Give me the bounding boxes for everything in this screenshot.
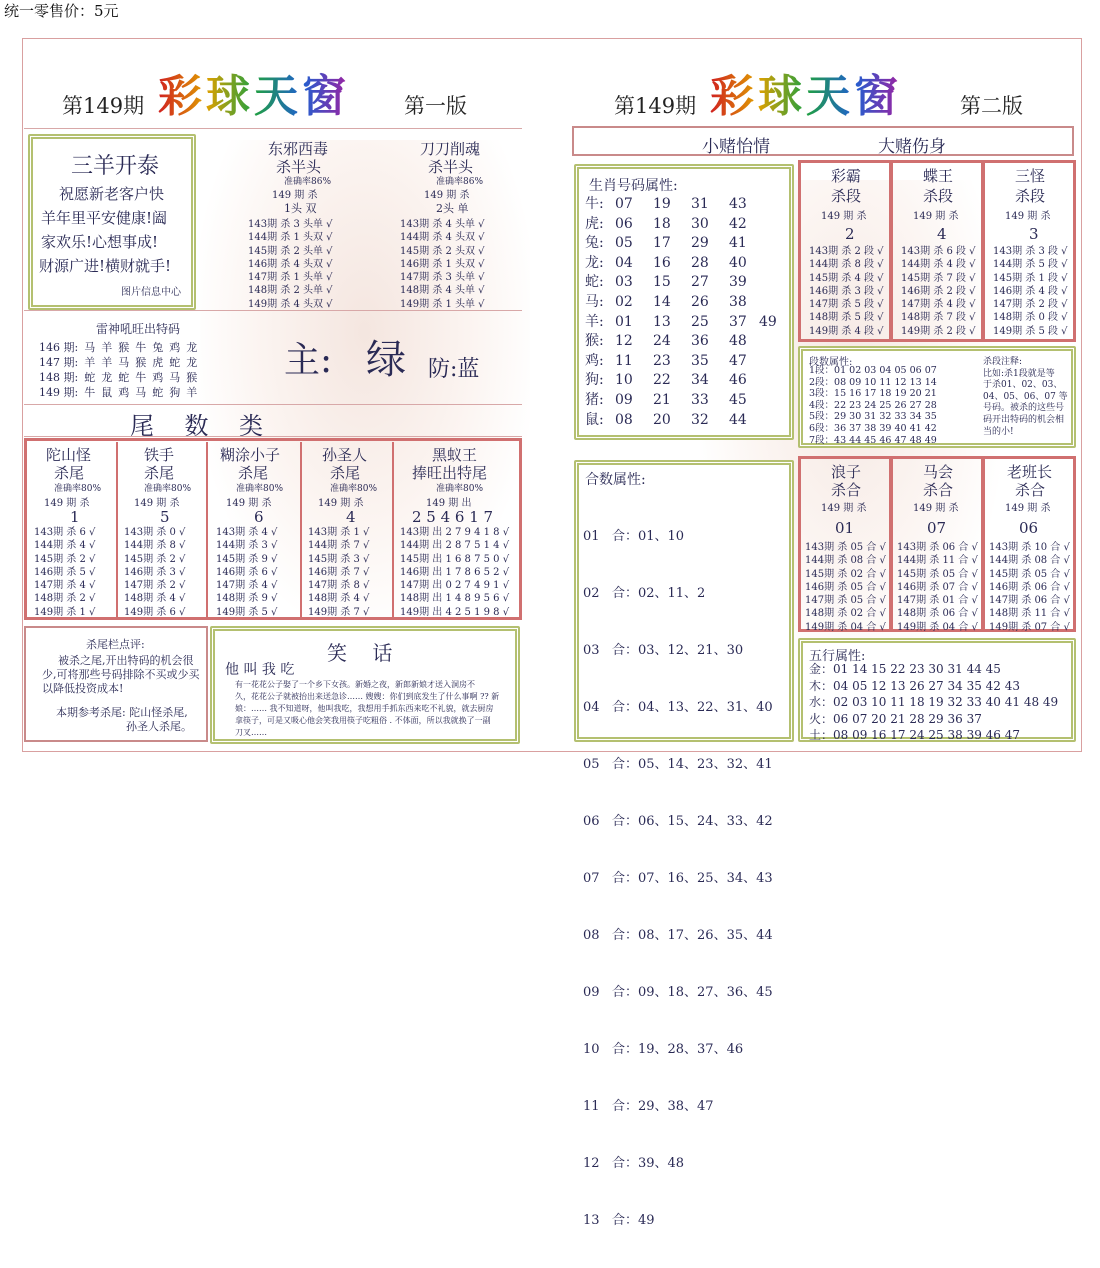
record: 147期 出 0 2 7 4 9 1 √ [400,580,510,592]
tail-cur: 149 期 杀 [226,498,272,509]
record: 148期 杀 11 合 √ [989,608,1070,620]
segment-row: 6段：36 37 38 39 40 41 42 [809,422,937,434]
heiwang-name: 黑蚁王 [432,446,478,464]
record: 149期 杀 2 段 √ [901,325,976,337]
heshu-row: 08 合：08、17、26、35、44 [583,928,773,943]
banner [572,126,1074,156]
dxxd-acc: 准确率86% [284,177,332,187]
ks-type: 杀段 [831,187,862,205]
kill-he-box [798,456,892,632]
zodiac-row: 猴: 12 24 36 48 [585,333,747,350]
ddxh-name: 刀刀削魂 [420,140,481,158]
leishen-row: 146 期: 马 羊 猴 牛 兔 鸡 龙 [39,341,198,354]
tail-type: 杀尾 [54,464,85,482]
tail-records [34,526,95,619]
record: 144期 杀 4 段 √ [901,259,976,271]
zodiac-row: 兔: 05 17 29 41 [585,235,747,252]
ks-records [809,245,884,338]
record: 149期 杀 5 段 √ [993,325,1068,337]
dxxd-records [248,218,333,311]
record: 143期 出 2 7 9 4 1 8 √ [400,527,510,538]
main-color-value: 绿 [366,337,406,383]
record: 149期 杀 04 合 √ [805,621,886,633]
kh-name: 浪子 [831,463,862,481]
wuxing-row: 土：08 09 16 17 24 25 38 39 46 47 [809,728,1021,742]
tail-type: 杀尾 [144,464,175,482]
tail-name: 陀山怪 [46,446,92,464]
tail-name: 铁手 [144,446,175,464]
ks-type: 杀段 [923,187,954,205]
heiwang-val: 2 5 4 6 1 7 [412,508,494,526]
joke-line: 拿筷子，可是又吸心他会笑我用筷子吃粗俗 . 不体面，所以我就换了一副 [235,716,491,725]
record: 143期 杀 10 合 √ [989,542,1070,553]
kill-section-box [890,160,984,342]
record: 145期 杀 05 合 √ [989,568,1070,580]
record: 145期 杀 4 段 √ [809,272,884,284]
sanyang-line: 祝愿新老客户快 [59,185,165,203]
record: 148期 杀 0 段 √ [993,312,1068,324]
banner-left: 小赌怡情 [702,137,770,157]
sanyang-title: 三羊开泰 [71,154,160,179]
main-color-fang: 防:蓝 [428,357,480,382]
sanyang-footer: 图片信息中心 [121,287,181,298]
commentary-panel [24,626,208,742]
joke-line: 有一花花公子娶了一个乡下女孩。新婚之夜，新郎新娘才送入洞房不 [235,680,475,689]
commentary-title: 杀尾栏点评: [86,638,145,651]
segment-row: 3段：15 16 17 18 19 20 21 [809,388,937,400]
record: 145期 杀 9 √ [216,553,278,565]
joke-line: 久，花花公子就被抬出来送急诊…… 嫂嫂：你们到底发生了什么事啊 ?? 新 [235,692,500,701]
p2-issue: 第149期 [614,94,697,118]
heshu-row: 12 合：39、48 [583,1156,685,1171]
record: 147期 杀 2 √ [124,580,186,592]
p1-issue: 第149期 [62,94,145,118]
record: 149期 杀 6 √ [124,606,186,618]
record: 146期 杀 3 √ [124,566,186,578]
wuxing-row: 木：04 05 12 13 26 27 34 35 42 43 [809,678,1021,693]
record: 148期 出 1 4 8 9 5 6 √ [400,593,510,605]
record: 143期 杀 4 头单 √ [400,219,485,230]
tail-column [120,442,208,617]
dxxd-name: 东邪西毒 [268,140,329,158]
segments-title: 段数属性: [809,357,853,368]
commentary-ref: 本期参考杀尾: 陀山怪杀尾, [56,706,188,719]
tail-acc: 准确率80% [54,484,102,494]
record: 145期 杀 2 √ [124,553,186,565]
record: 143期 杀 06 合 √ [897,542,978,553]
record: 145期 杀 3 √ [308,553,370,565]
record: 149期 杀 04 合 √ [897,621,978,633]
dxxd-type: 杀半头 [276,158,322,176]
record: 144期 杀 8 √ [124,540,186,552]
ks-name: 三怪 [1015,167,1046,185]
note-title: 杀段注释: [983,357,1023,367]
record: 146期 杀 7 √ [308,566,370,578]
zodiac-row: 鸡: 11 23 35 47 [585,352,747,369]
tail-acc: 准确率80% [330,484,378,494]
ddxh-pred: 2头 单 [436,202,469,215]
record: 144期 杀 08 合 √ [805,555,886,567]
tail-column [304,442,394,617]
segment-row: 1段：01 02 03 04 05 06 07 [809,365,937,376]
record: 147期 杀 1 头单 √ [248,272,333,284]
record: 144期 杀 4 头双 √ [400,232,485,244]
note-line: 比如:杀1段就是等 [983,368,1055,379]
record: 144期 杀 7 √ [308,540,370,552]
record: 147期 杀 8 √ [308,580,370,592]
record: 145期 杀 05 合 √ [897,568,978,580]
record: 144期 杀 5 段 √ [993,259,1068,271]
record: 147期 杀 05 合 √ [805,595,886,607]
record: 149期 杀 4 段 √ [809,325,884,337]
heshu-row: 03 合：03、12、21、30 [583,643,744,658]
kh-cur: 149 期 杀 [913,503,959,514]
p2-logo: 彩球天窗 [710,60,902,124]
record: 147期 杀 06 合 √ [989,595,1070,607]
record: 143期 杀 05 合 √ [805,542,886,553]
record: 148期 杀 7 段 √ [901,312,976,324]
record: 145期 出 1 6 8 7 5 0 √ [400,553,510,565]
kh-type: 杀合 [923,481,954,499]
tail-column [30,442,118,617]
record: 147期 杀 4 √ [216,580,278,592]
joke-line: 刀叉…… [235,728,267,737]
wuxing-row: 水：02 03 10 11 18 19 32 33 40 41 48 49 [809,695,1059,709]
heshu-row: 02 合：02、11、2 [583,586,706,601]
record: 149期 杀 4 头双 √ [248,298,333,310]
leishen-row: 149 期: 牛 鼠 鸡 马 蛇 狗 羊 [39,386,198,399]
tail-cur: 149 期 杀 [134,498,180,509]
p1-version: 第一版 [404,94,467,118]
record: 144期 杀 3 √ [216,540,278,552]
record: 146期 杀 4 头双 √ [248,258,333,270]
sanyang-panel [28,134,196,310]
record: 144期 出 2 8 7 5 1 4 √ [400,540,510,552]
wuxing-title: 五行属性: [809,649,866,664]
heshu-row: 04 合：04、13、22、31、40 [583,700,773,715]
ks-name: 彩霸 [831,167,862,185]
record: 148期 杀 4 √ [124,593,186,605]
heshu-row: 01 合：01、10 [583,529,685,544]
kill-he-box [982,456,1076,632]
record: 144期 杀 8 段 √ [809,259,884,271]
tail-cur: 149 期 杀 [44,498,90,509]
record: 145期 杀 7 段 √ [901,272,976,284]
divider [24,128,522,129]
joke-subtitle: 他 叫 我 吃 [225,662,295,678]
ks-cur: 149 期 杀 [913,211,959,222]
sanyang-line: 家欢乐!心想事成! [41,233,159,251]
zodiac-row: 羊: 01 13 25 37 49 [585,313,777,330]
tail-cur: 149 期 杀 [318,498,364,509]
record: 146期 杀 4 段 √ [993,285,1068,297]
record: 149期 杀 07 合 √ [989,621,1070,633]
record: 148期 杀 06 合 √ [897,608,978,620]
record: 146期 出 1 7 8 6 5 2 √ [400,566,510,578]
record: 147期 杀 5 段 √ [809,299,884,311]
tail-type: 杀尾 [238,464,269,482]
ks-cur: 149 期 杀 [1005,211,1051,222]
heiwang-cur: 149 期 出 [426,498,472,509]
sanyang-line: 财源广进!横财就手! [39,257,172,275]
ks-val: 2 [845,225,855,243]
zodiac-row: 蛇: 03 15 27 39 [585,274,747,291]
heshu-rows [583,489,773,1268]
joke-line: 娘：…… 我不知道呀，他叫我吃，我想用手抓东西来吃不礼貌，就去厨房 [235,704,494,713]
record: 146期 杀 2 段 √ [901,285,976,297]
divider [24,310,522,311]
ks-val: 3 [1029,225,1039,243]
segments-rows [809,365,937,446]
leishen-panel [36,316,256,404]
zodiac-row: 牛: 07 19 31 43 [585,196,747,212]
kill-section-box [982,160,1076,342]
zodiac-row: 狗: 10 22 34 46 [585,372,747,389]
commentary-line: 以降低投资成本! [42,682,124,695]
record: 146期 杀 07 合 √ [897,581,978,593]
heshu-row: 05 合：05、14、23、32、41 [583,757,773,772]
record: 145期 杀 2 √ [34,553,96,565]
segment-row: 2段：08 09 10 11 12 13 14 [809,376,937,388]
tail-val: 6 [254,508,264,526]
retail-price: 统一零售价：5元 [4,2,119,20]
kh-val: 01 [835,519,855,537]
tail-val: 4 [346,508,356,526]
kh-type: 杀合 [1015,481,1046,499]
heshu-title: 合数属性: [585,472,646,488]
commentary-ref: 孙圣人杀尾。 [126,720,192,733]
joke-body [235,679,499,739]
segment-row: 5段：29 30 31 32 33 34 35 [809,411,937,423]
dxxd-panel [236,138,366,308]
segment-row: 7段：43 44 45 46 47 48 49 [809,434,937,446]
tail-records [124,526,185,619]
record: 143期 杀 6 段 √ [901,246,976,257]
wuxing-panel [798,638,1076,742]
joke-panel [210,626,520,744]
record: 149期 杀 5 √ [216,606,278,618]
ddxh-cur: 149 期 杀 [424,190,470,201]
record: 145期 杀 2 头单 √ [248,245,333,257]
kh-records [989,541,1070,634]
commentary-line: 少,可将那些号码排除不买或少买 [42,668,200,681]
main-color-zhu: 主: [284,340,333,381]
zodiac-title: 生肖号码属性: [589,178,678,194]
heshu-row: 07 合：07、16、25、34、43 [583,871,773,886]
zodiac-row: 虎: 06 18 30 42 [585,215,747,232]
ks-type: 杀段 [1015,187,1046,205]
record: 146期 杀 5 √ [34,566,96,578]
record: 145期 杀 1 段 √ [993,272,1068,284]
zodiac-row: 鼠: 08 20 32 44 [585,411,747,428]
record: 148期 杀 4 √ [308,593,370,605]
p2-version: 第二版 [960,94,1023,118]
divider [24,436,522,437]
record: 144期 杀 08 合 √ [989,555,1070,567]
heiwang-records [400,526,509,619]
note-line: 码开出特码的机会相 [983,414,1065,425]
record: 148期 杀 5 段 √ [809,312,884,324]
kh-name: 老班长 [1007,463,1053,481]
record: 147期 杀 3 头单 √ [400,272,485,284]
record: 147期 杀 4 段 √ [901,299,976,311]
record: 148期 杀 2 √ [34,593,96,605]
record: 145期 杀 2 头双 √ [400,245,485,257]
zodiac-table [585,195,777,430]
zodiac-row: 龙: 04 16 28 40 [585,254,747,271]
commentary-line: 被杀之尾,开出特码的机会很 [58,654,194,667]
leishen-row: 148 期: 蛇 龙 蛇 牛 鸡 马 猴 [39,371,198,384]
record: 148期 杀 4 头单 √ [400,285,485,297]
record: 143期 杀 0 √ [124,527,186,538]
segments-panel [798,346,1076,448]
record: 147期 杀 2 段 √ [993,299,1068,311]
record: 147期 杀 01 合 √ [897,595,978,607]
record: 148期 杀 2 头单 √ [248,285,333,297]
leishen-title: 雷神吼旺出特码 [96,322,181,336]
note-line: 于杀01、02、03、 [983,380,1063,391]
heshu-row: 09 合：09、18、27、36、45 [583,985,773,1000]
record: 147期 杀 4 √ [34,580,96,592]
sanyang-line: 羊年里平安健康!阖 [41,209,168,227]
record: 145期 杀 02 合 √ [805,568,886,580]
ddxh-panel [388,138,518,308]
p1-logo: 彩球天窗 [158,60,350,124]
tail-records [308,526,369,619]
record: 148期 杀 9 √ [216,593,278,605]
tail-name: 孙圣人 [322,446,368,464]
record: 149期 出 4 2 5 1 9 8 √ [400,606,510,618]
note-line: 当的小! [983,426,1014,437]
note-line: 04、05、06、07 等 [983,391,1068,402]
kh-type: 杀合 [831,481,862,499]
ks-records [993,245,1068,338]
kh-name: 马会 [923,463,954,481]
kh-records [897,541,978,634]
record: 143期 杀 4 √ [216,527,278,538]
wuxing-row: 火：06 07 20 21 28 29 36 37 [809,711,982,726]
kh-val: 07 [927,519,947,537]
ks-name: 蝶王 [923,167,954,185]
wuxing-rows [809,661,1058,744]
banner-right: 大赌伤身 [878,137,946,157]
dxxd-pred: 1头 双 [284,202,317,215]
heshu-row: 06 合：06、15、24、33、42 [583,814,773,829]
record: 143期 杀 6 √ [34,527,96,538]
zodiac-row: 马: 02 14 26 38 [585,293,747,310]
ks-cur: 149 期 杀 [821,211,867,222]
record: 146期 杀 3 段 √ [809,285,884,297]
record: 146期 杀 06 合 √ [989,581,1070,593]
record: 148期 杀 02 合 √ [805,608,886,620]
zodiac-panel [574,164,794,440]
ddxh-type: 杀半头 [428,158,474,176]
segments-note [983,357,1068,438]
record: 146期 杀 6 √ [216,566,278,578]
record: 149期 杀 7 √ [308,606,370,618]
record: 149期 杀 1 头单 √ [400,298,485,310]
kh-val: 06 [1019,519,1039,537]
kh-cur: 149 期 杀 [821,503,867,514]
record: 143期 杀 2 段 √ [809,246,884,257]
tail-column [210,442,302,617]
ddxh-acc: 准确率86% [436,177,484,187]
joke-title: 笑 话 [327,641,393,665]
tail-records [216,526,277,619]
record: 144期 杀 4 √ [34,540,96,552]
tail-acc: 准确率80% [144,484,192,494]
tail-acc: 准确率80% [236,484,284,494]
kill-he-box [890,456,984,632]
ks-val: 4 [937,225,947,243]
kh-records [805,541,886,634]
record: 149期 杀 1 √ [34,606,96,618]
note-line: 号码。被杀的这些号 [983,403,1065,414]
heshu-row: 10 合：19、28、37、46 [583,1042,744,1057]
record: 143期 杀 1 √ [308,527,370,538]
wuxing-row: 金：01 14 15 22 23 30 31 44 45 [809,662,1001,676]
ddxh-records [400,218,485,311]
zodiac-row: 猪: 09 21 33 45 [585,391,747,408]
ks-records [901,245,976,338]
heshu-panel [574,460,794,1228]
dxxd-cur: 149 期 杀 [272,190,318,201]
tail-val: 5 [160,508,170,526]
tail-val: 1 [70,508,80,526]
kh-cur: 149 期 杀 [1005,503,1051,514]
heiwang-type: 捧旺出特尾 [412,464,488,482]
record: 146期 杀 1 头双 √ [400,258,485,270]
weishu-heading: 尾 数 类 [130,412,264,440]
leishen-table [36,340,200,400]
leishen-row: 147 期: 羊 羊 马 猴 虎 蛇 龙 [39,356,198,369]
tail-type: 杀尾 [330,464,361,482]
record: 144期 杀 1 头双 √ [248,232,333,244]
divider [24,404,522,405]
record: 143期 杀 3 头单 √ [248,219,333,230]
record: 146期 杀 05 合 √ [805,581,886,593]
heiwang-column [396,442,518,617]
heiwang-acc: 准确率80% [436,484,484,494]
record: 143期 杀 3 段 √ [993,246,1068,257]
tail-name: 糊涂小子 [220,446,281,464]
heshu-row: 11 合：29、38、47 [583,1099,714,1114]
record: 144期 杀 11 合 √ [897,555,978,567]
heshu-row: 13 合：49 [583,1213,655,1228]
kill-section-box [798,160,892,342]
segment-row: 4段：22 23 24 25 26 27 28 [809,399,937,411]
